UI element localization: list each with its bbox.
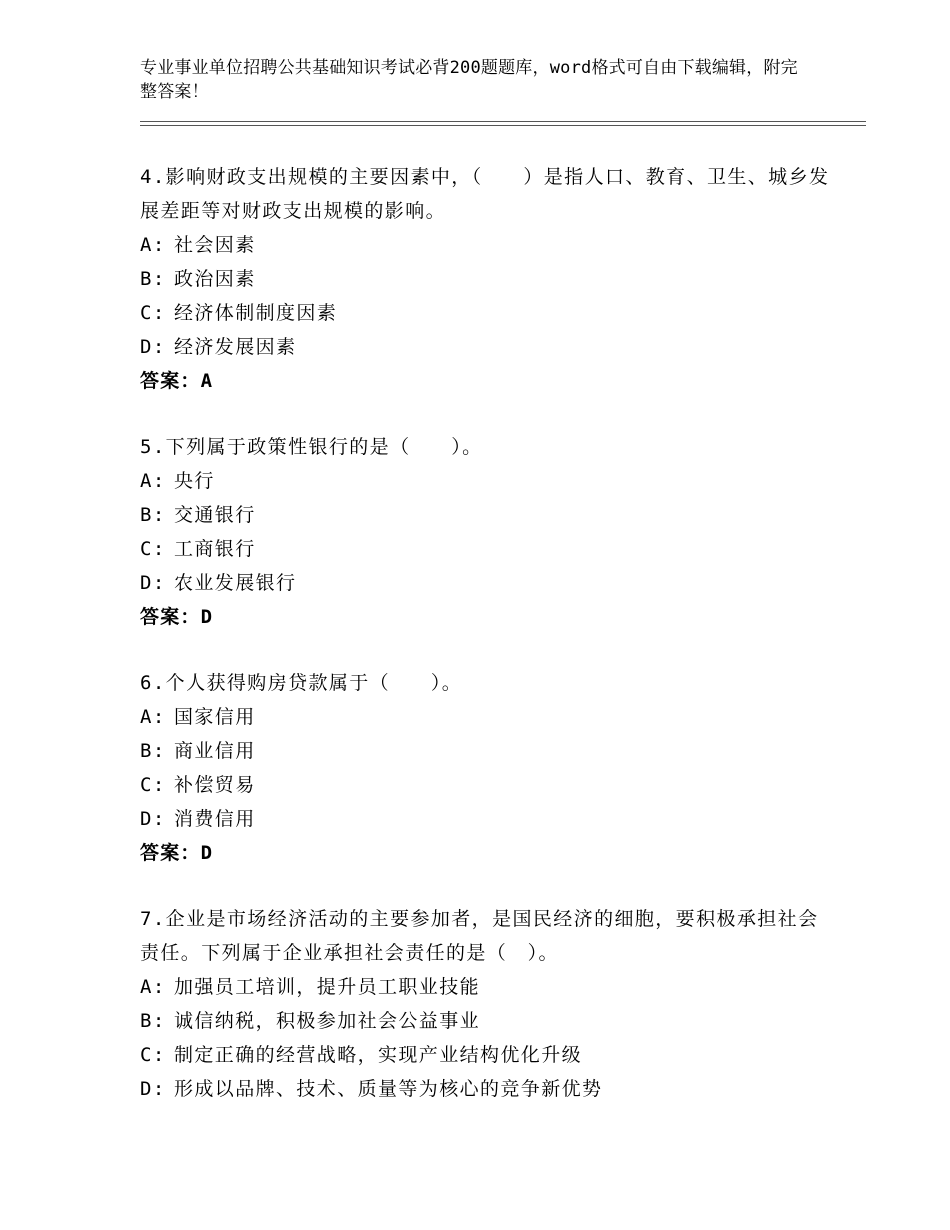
option-c: [140, 296, 830, 330]
question-4: [140, 160, 830, 398]
question-stem: 7.企业是市场经济活动的主要参加者，是国民经济的细胞，要积极承担社会责任。下列属于企业承担社会责任的是（ ）。: [140, 908, 819, 964]
option-letter: B:: [140, 268, 166, 290]
option-letter: C:: [140, 538, 166, 560]
option-text: 诚信纳税，积极参加社会公益事业: [174, 1010, 481, 1032]
option-b: [140, 1004, 830, 1038]
option-text: 补偿贸易: [174, 774, 256, 796]
option-b: [140, 734, 830, 768]
option-b: [140, 498, 830, 532]
option-d: [140, 330, 830, 364]
option-a: [140, 970, 830, 1004]
question-stem: 5.下列属于政策性银行的是（ ）。: [140, 436, 483, 458]
option-text: 社会因素: [174, 234, 256, 256]
option-letter: B:: [140, 504, 166, 526]
option-text: 消费信用: [174, 808, 256, 830]
document-header: 专业事业单位招聘公共基础知识考试必背200题题库，word格式可自由下载编辑，附完整答案！: [140, 58, 798, 102]
question-list: [140, 160, 830, 1138]
option-d: [140, 566, 830, 600]
option-b: [140, 262, 830, 296]
option-text: 交通银行: [174, 504, 256, 526]
option-a: [140, 228, 830, 262]
option-text: 制定正确的经营战略，实现产业结构优化升级: [174, 1044, 583, 1066]
option-letter: C:: [140, 302, 166, 324]
question-stem: 4.影响财政支出规模的主要因素中，（ ）是指人口、教育、卫生、城乡发展差距等对财政支出规模的影响。: [140, 166, 830, 222]
option-letter: C:: [140, 774, 166, 796]
header-rule-top: [140, 121, 866, 122]
option-text: 工商银行: [174, 538, 256, 560]
option-letter: A:: [140, 470, 166, 492]
option-c: [140, 532, 830, 566]
option-text: 央行: [174, 470, 215, 492]
option-text: 商业信用: [174, 740, 256, 762]
option-letter: B:: [140, 1010, 166, 1032]
question-7: [140, 902, 830, 1106]
header-rule-bottom: [140, 125, 866, 126]
option-text: 加强员工培训，提升员工职业技能: [174, 976, 481, 998]
option-d: [140, 1072, 830, 1106]
answer-line: 答案：D: [140, 606, 214, 628]
question-stem: 6.个人获得购房贷款属于（ ）。: [140, 672, 463, 694]
option-letter: B:: [140, 740, 166, 762]
option-letter: C:: [140, 1044, 166, 1066]
answer-line: 答案：A: [140, 370, 214, 392]
option-c: [140, 768, 830, 802]
option-text: 经济体制制度因素: [174, 302, 338, 324]
answer-line: 答案：D: [140, 842, 214, 864]
option-text: 经济发展因素: [174, 336, 297, 358]
option-letter: D:: [140, 1078, 166, 1100]
option-a: [140, 700, 830, 734]
option-letter: A:: [140, 234, 166, 256]
option-text: 政治因素: [174, 268, 256, 290]
option-letter: D:: [140, 572, 166, 594]
option-letter: A:: [140, 706, 166, 728]
option-letter: D:: [140, 336, 166, 358]
option-d: [140, 802, 830, 836]
option-a: [140, 464, 830, 498]
option-c: [140, 1038, 830, 1072]
option-text: 农业发展银行: [174, 572, 297, 594]
option-letter: A:: [140, 976, 166, 998]
option-letter: D:: [140, 808, 166, 830]
option-text: 国家信用: [174, 706, 256, 728]
question-6: [140, 666, 830, 870]
option-text: 形成以品牌、技术、质量等为核心的竞争新优势: [174, 1078, 603, 1100]
question-5: [140, 430, 830, 634]
